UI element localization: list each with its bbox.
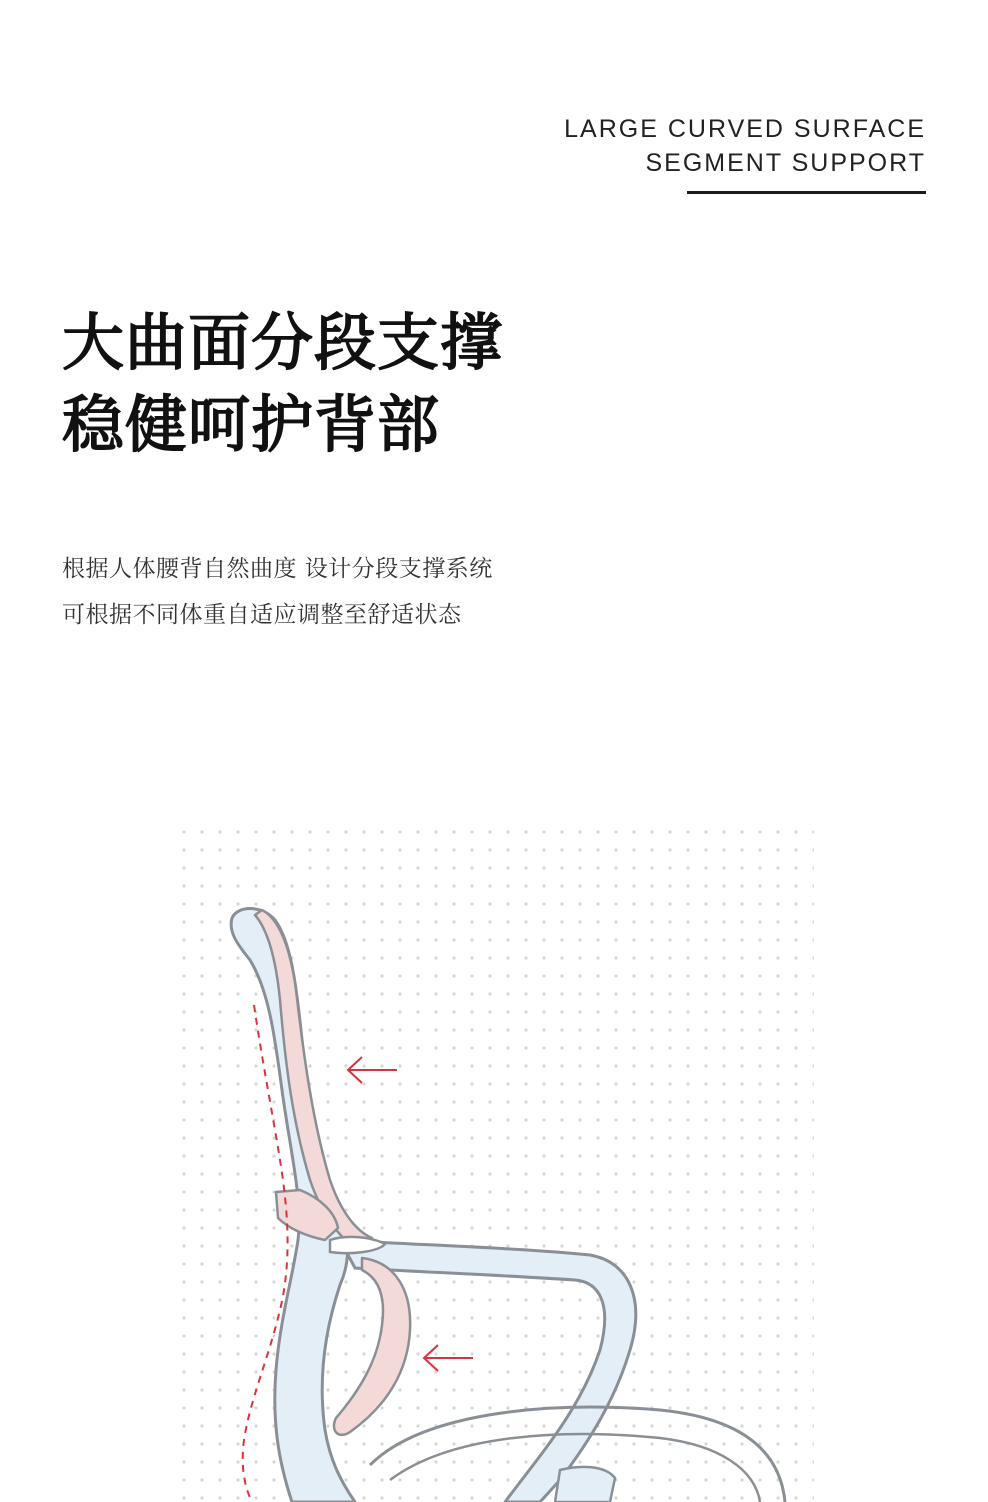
chair-side-illustration xyxy=(0,800,988,1502)
english-title xyxy=(406,112,926,180)
description-line-1: 根据人体腰背自然曲度 设计分段支撑系统 xyxy=(62,556,493,582)
headline-line-1: 大曲面分段支撑 xyxy=(62,306,504,379)
title-underline xyxy=(687,191,926,194)
description xyxy=(62,546,493,638)
seat-mechanism xyxy=(555,1467,615,1502)
english-title-line-1: LARGE CURVED SURFACE xyxy=(564,115,926,143)
headline xyxy=(62,302,503,466)
english-title-line-2: SEGMENT SUPPORT xyxy=(645,149,926,177)
headline-line-2: 稳健呵护背部 xyxy=(62,388,441,461)
description-line-2: 可根据不同体重自适应调整至舒适状态 xyxy=(62,602,462,628)
